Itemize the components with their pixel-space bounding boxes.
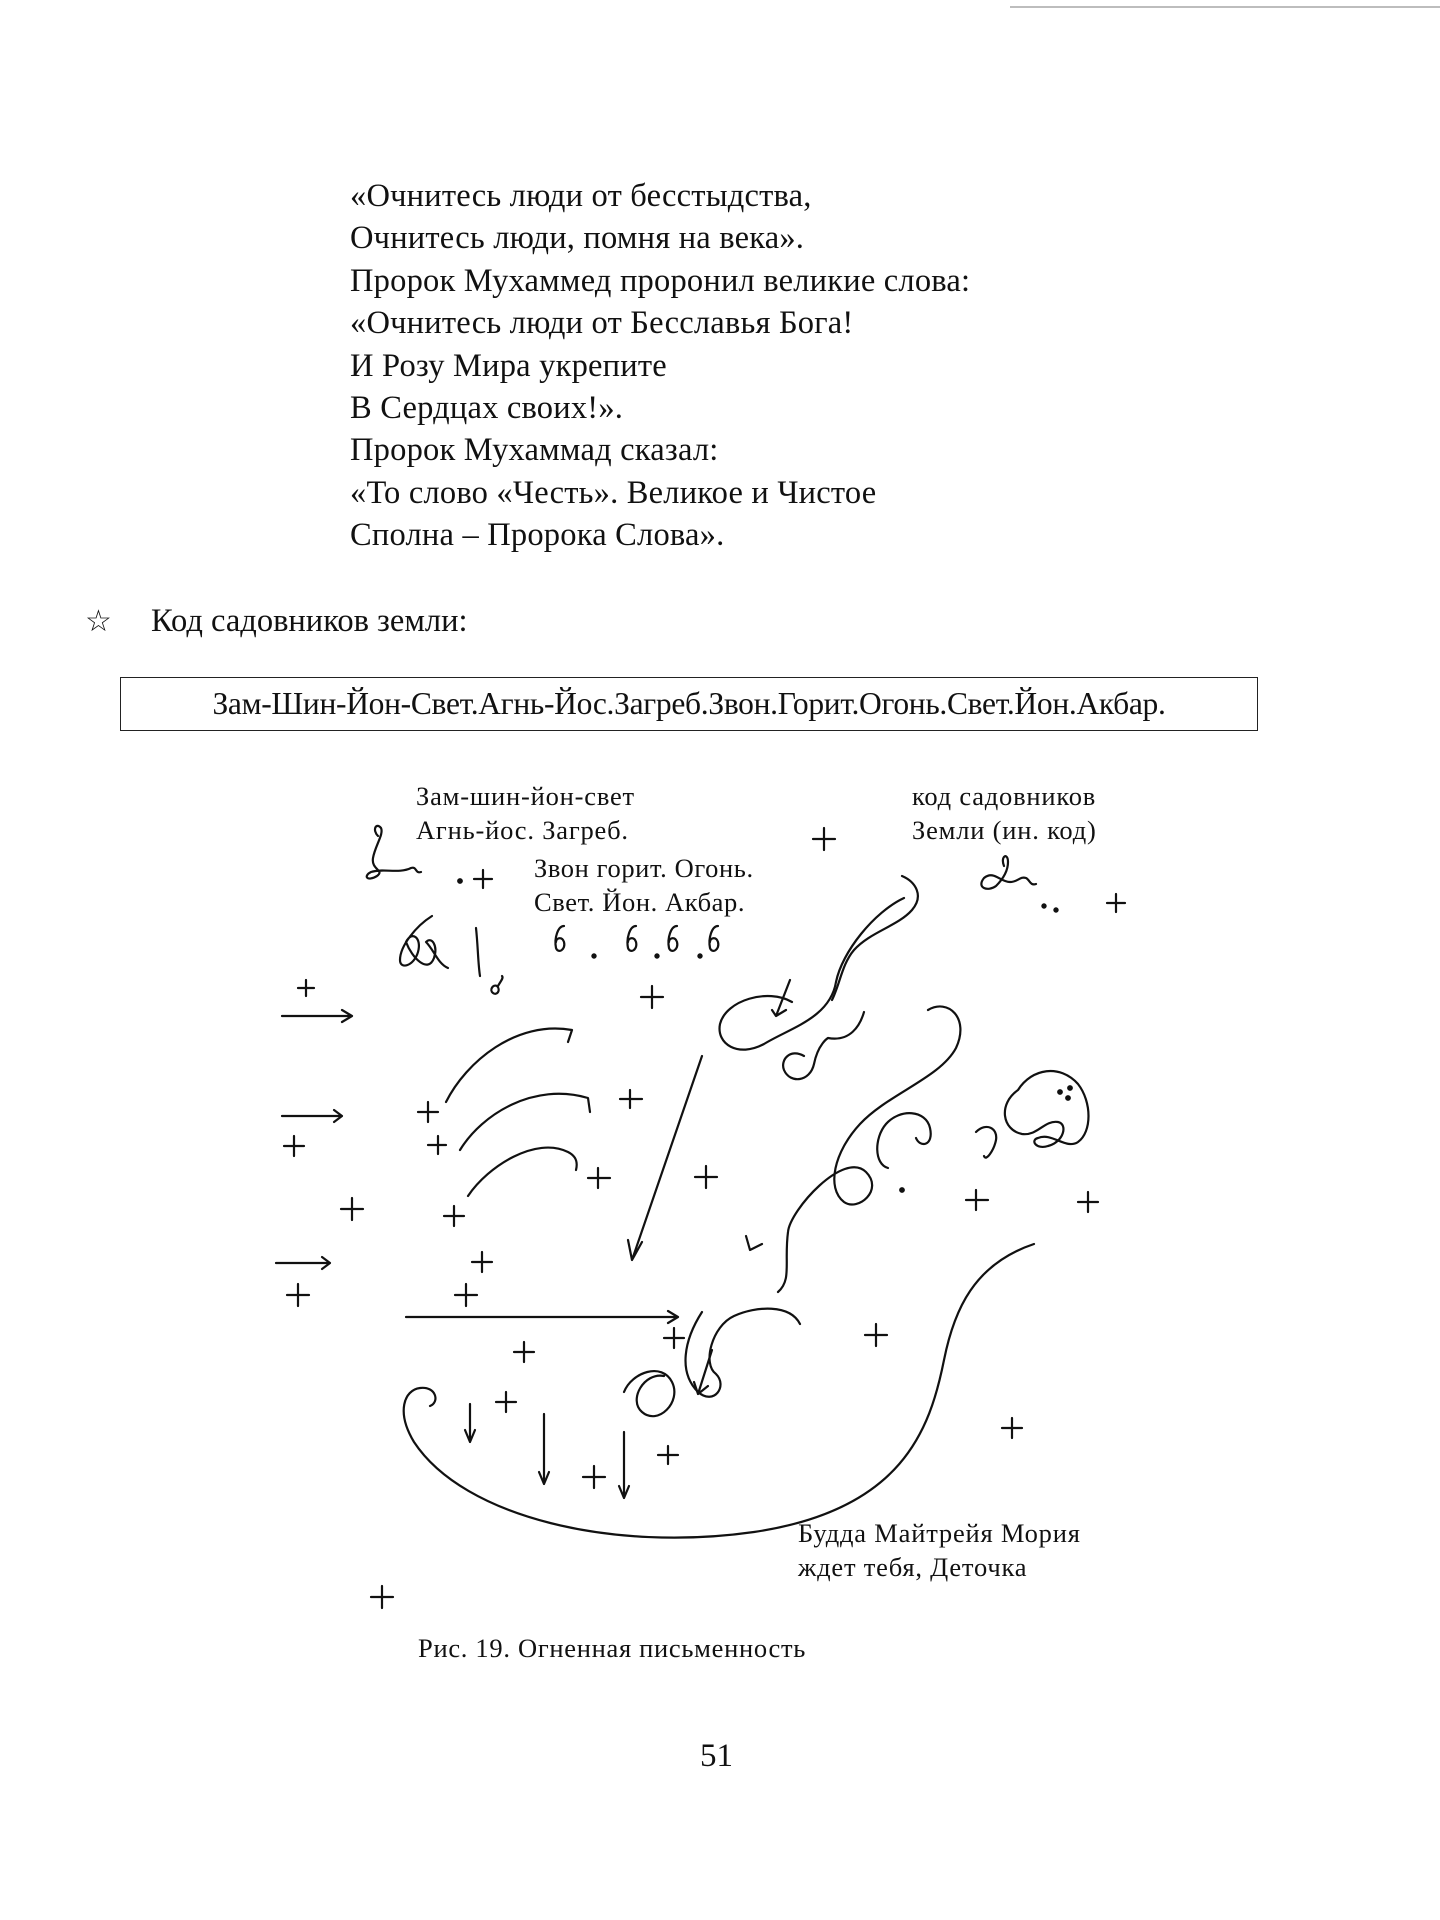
handwritten-b (709, 926, 718, 951)
plus-mark (472, 1252, 492, 1272)
plus-mark (496, 1392, 516, 1412)
plus-mark (583, 1466, 605, 1488)
poem-line: В Сердцах своих!». (350, 390, 624, 427)
arrow-diagonal (628, 1056, 702, 1260)
arrow-right (406, 1311, 678, 1323)
plus-mark (455, 1284, 477, 1306)
poem-line: «То слово «Честь». Великое и Чистое (350, 474, 877, 511)
script-loops (400, 916, 480, 976)
poem-line: «Очнитесь люди от бесстыдства, (350, 178, 812, 214)
code-heading (85, 600, 468, 643)
signature-right (981, 856, 1036, 889)
plus-mark (865, 1324, 887, 1346)
figure-label-line: Агнь-йос. Загреб. (416, 814, 629, 845)
poem-line: Очнитесь люди, помня на века». (350, 220, 805, 257)
plus-mark (664, 1328, 684, 1348)
arrow-down (694, 1350, 712, 1394)
plus-mark (695, 1166, 717, 1188)
arc-stroke (468, 1148, 577, 1196)
figure-label-line: код садовников (912, 781, 1097, 811)
arc-stroke (446, 1029, 572, 1102)
face-doodle (1005, 1071, 1089, 1147)
figure-label-top-right (912, 780, 1097, 847)
poem-line: Пророк Мухаммед проронил великие слова: (350, 262, 971, 299)
figure-label-line: ждет тебя, Деточка (798, 1551, 1028, 1582)
arc-stroke (460, 1094, 590, 1150)
plus-mark (284, 1136, 304, 1156)
spiral-stroke (686, 1309, 800, 1397)
figure-label-line: Земли (ин. код) (912, 814, 1097, 845)
arrow-right (282, 1110, 342, 1122)
plus-mark (1002, 1418, 1022, 1438)
figure-label-line: Звон горит. Огонь. (534, 853, 754, 883)
plus-mark (658, 1446, 678, 1464)
small-o-mark (491, 976, 502, 994)
arrow-down (465, 1404, 475, 1442)
poem-line: Сполна – Пророка Слова». (350, 517, 725, 554)
handwritten-b (668, 926, 677, 951)
scan-edge-line (1010, 6, 1440, 8)
plus-mark (620, 1090, 642, 1108)
code-heading-text: Код садовников земли: (151, 603, 468, 639)
gardeners-code-box: Зам-Шин-Йон-Свет.Агнь-Йос.Загреб.Звон.Горит.Огонь.Свет.Йон.Акбар. (120, 677, 1258, 731)
plus-mark (588, 1168, 610, 1188)
poem-line: Пророк Мухаммад сказал: (350, 432, 719, 469)
figure-caption: Рис. 19. Огненная письменность (418, 1633, 807, 1663)
spiral-stroke (976, 1127, 996, 1158)
plus-mark (418, 1102, 438, 1122)
figure-label-line: Будда Майтрейя Мория (798, 1518, 1081, 1548)
poem-text (350, 175, 970, 557)
figure-label-top-left (416, 780, 635, 847)
plus-mark (641, 986, 663, 1008)
figure-label-top-center (534, 852, 754, 919)
spiral-stroke (783, 1012, 864, 1079)
plus-mark (287, 1284, 309, 1306)
spiral-stroke (720, 898, 904, 1050)
fire-writing-figure (0, 760, 1440, 1610)
handwritten-b (627, 926, 636, 951)
plus-mark (298, 980, 314, 996)
poem-line: И Розу Мира укрепите (350, 347, 667, 384)
plus-mark (813, 828, 835, 850)
page-number: 51 (700, 1738, 733, 1774)
wave-stroke (746, 1006, 960, 1292)
figure-label-line: Зам-шин-йон-свет (416, 781, 635, 811)
arrow-down (539, 1414, 549, 1484)
figure-label-line: Свет. Йон. Акбар. (534, 886, 746, 917)
plus-mark (1078, 1192, 1098, 1212)
handwritten-b (555, 926, 564, 951)
arrow-right (282, 1010, 352, 1022)
plus-mark (444, 1206, 464, 1226)
plus-mark (1107, 894, 1125, 912)
plus-mark (341, 1198, 363, 1220)
arrow-right (276, 1257, 330, 1269)
plus-mark (428, 1136, 446, 1154)
poem-line: «Очнитесь люди от Бесславья Бога! (350, 305, 854, 342)
figure-label-bottom-right (798, 1517, 1081, 1584)
plus-mark (514, 1342, 534, 1362)
star-outline-icon: ☆ (85, 605, 112, 638)
signature-left (367, 826, 421, 879)
spiral-stroke (624, 1371, 674, 1416)
plus-mark (474, 870, 492, 888)
plus-mark (966, 1190, 988, 1210)
plus-mark (371, 1586, 393, 1608)
arrow-down (619, 1432, 629, 1498)
wave-arrow (772, 876, 918, 1016)
spiral-stroke (877, 1113, 930, 1168)
